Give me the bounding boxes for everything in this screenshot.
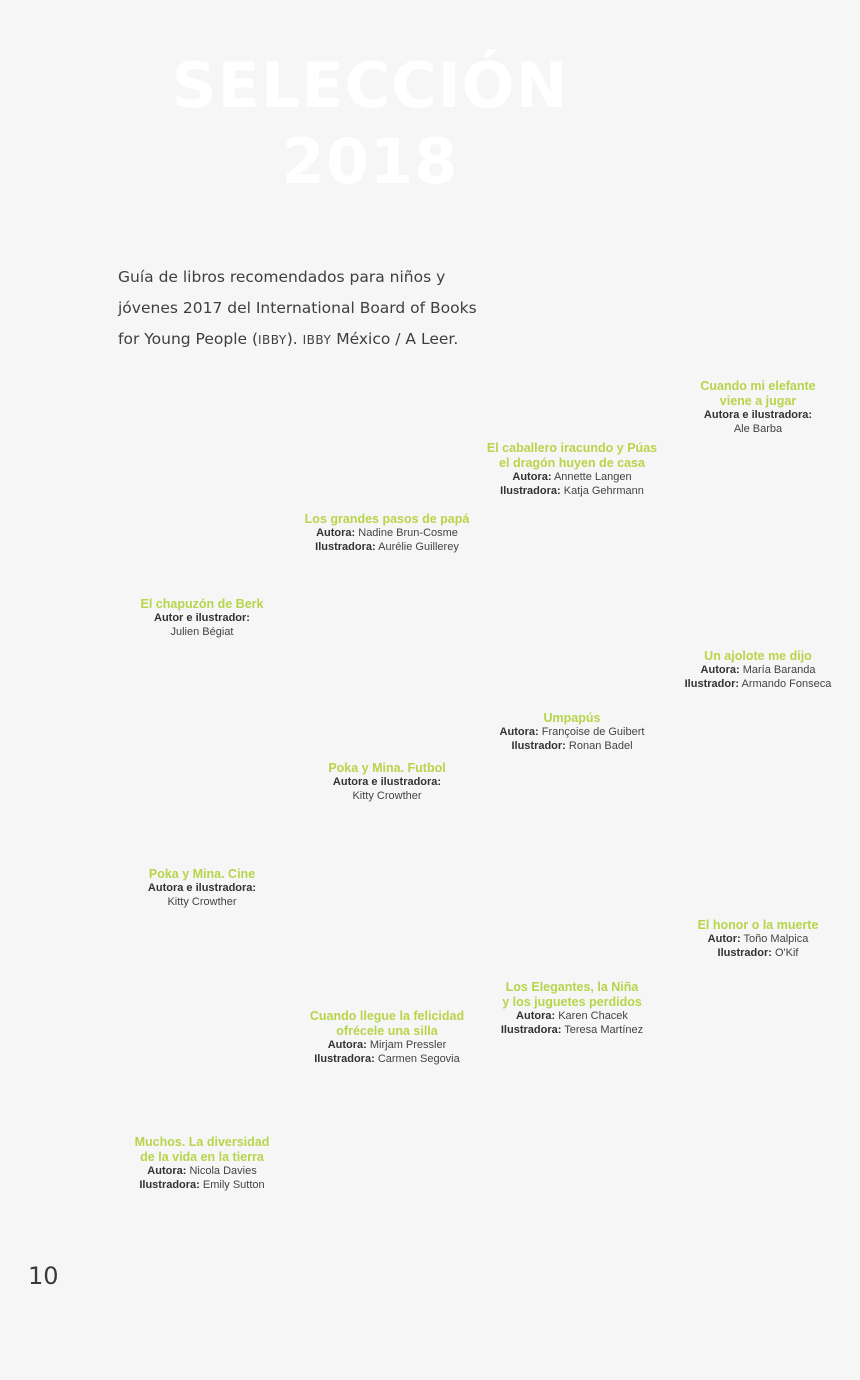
- credit-name: Armando Fonseca: [741, 677, 832, 690]
- credit-name: Ale Barba: [733, 422, 783, 435]
- credit-role: Autora e ilustradora:: [332, 776, 442, 788]
- book-credit: [102, 1165, 302, 1179]
- credit-name: Nadine Brun-Cosme: [358, 527, 458, 539]
- book-entry: [102, 1135, 302, 1192]
- intro-text-2: ).: [286, 330, 303, 348]
- book-title: El caballero iracundo y Púas el dragón huyen de casa: [486, 441, 658, 470]
- book-credit: [658, 933, 858, 947]
- credit-name: Kitty Crowther: [352, 789, 422, 802]
- page-number: 10: [28, 1262, 59, 1290]
- credit-name: Françoise de Guibert: [541, 726, 645, 738]
- credit-role: Autora:: [327, 1039, 367, 1051]
- book-entry: [472, 441, 672, 498]
- credit-name: Nicola Davies: [189, 1165, 257, 1177]
- book-credit: [472, 1024, 672, 1038]
- book-credit: [658, 409, 858, 423]
- book-title: Cuando llegue la felicidad ofrécele una silla: [309, 1009, 465, 1038]
- credit-role: Ilustradora:: [500, 1023, 562, 1036]
- book-title: Cuando mi elefante viene a jugar: [700, 379, 816, 408]
- credit-name: María Baranda: [742, 664, 816, 676]
- book-credit: [92, 612, 312, 626]
- title-line-1: SELECCIÓN: [171, 49, 569, 122]
- credit-role: Autora:: [147, 1165, 187, 1177]
- credit-name: Toño Malpica: [743, 933, 809, 945]
- credit-name: Emily Sutton: [202, 1178, 265, 1191]
- book-credit: [658, 664, 858, 678]
- credit-role: Autora:: [512, 471, 552, 483]
- book-credit: [92, 626, 312, 640]
- book-entry: [92, 867, 312, 909]
- credit-name: O'Kif: [774, 946, 799, 959]
- book-entry: [658, 379, 858, 436]
- book-entry: [277, 761, 497, 803]
- book-credit: [277, 790, 497, 804]
- book-credit: [472, 740, 672, 754]
- book-credit: [658, 423, 858, 437]
- credit-role: Autora:: [316, 527, 356, 539]
- book-title: Un ajolote me dijo: [704, 649, 812, 663]
- book-title: Los grandes pasos de papá: [304, 512, 470, 526]
- intro-text-3: México / A Leer.: [331, 330, 459, 348]
- book-title: Umpapús: [543, 711, 601, 725]
- credit-role: Autora e ilustradora:: [703, 409, 813, 421]
- book-credit: [92, 896, 312, 910]
- book-title: El chapuzón de Berk: [140, 597, 264, 611]
- credit-role: Autor e ilustrador:: [154, 612, 250, 624]
- credit-role: Ilustrador:: [684, 677, 740, 690]
- book-credit: [658, 678, 858, 692]
- credit-name: Annette Langen: [553, 471, 632, 483]
- book-credit: [287, 1053, 487, 1067]
- book-entry: [92, 597, 312, 639]
- credit-role: Ilustrador:: [511, 739, 566, 752]
- book-credit: [472, 485, 672, 499]
- book-credit: [287, 527, 487, 541]
- credit-role: Autora:: [499, 726, 539, 738]
- intro-acronym-1: IBBY: [258, 333, 287, 347]
- book-credit: [472, 1010, 672, 1024]
- book-entry: [472, 711, 672, 753]
- book-credit: [472, 726, 672, 740]
- credit-name: Ronan Badel: [568, 739, 633, 752]
- book-credit: [658, 947, 858, 961]
- credit-name: Katja Gehrmann: [563, 484, 644, 497]
- credit-name: Mirjam Pressler: [369, 1039, 447, 1051]
- credit-name: Aurélie Guillerey: [378, 540, 459, 553]
- credit-role: Autor:: [707, 933, 741, 945]
- book-title: Poka y Mina. Cine: [148, 867, 256, 881]
- credit-role: Autora:: [516, 1010, 556, 1022]
- book-entry: [287, 1009, 487, 1066]
- credit-role: Autora:: [700, 664, 740, 676]
- book-credit: [102, 1179, 302, 1193]
- intro-acronym-2: IBBY: [302, 333, 332, 347]
- credit-name: Karen Chacek: [558, 1010, 628, 1022]
- book-entry: [658, 918, 858, 960]
- book-title: Muchos. La diversidad de la vida en la tierra: [134, 1135, 270, 1164]
- book-entry: [658, 649, 858, 691]
- book-entry: [287, 512, 487, 554]
- credit-role: Ilustradora:: [314, 1052, 375, 1065]
- book-entry: [472, 980, 672, 1037]
- credit-role: Ilustradora:: [315, 540, 376, 553]
- book-credit: [287, 1039, 487, 1053]
- book-title: Los Elegantes, la Niña y los juguetes perdidos: [502, 980, 642, 1009]
- book-credit: [277, 776, 497, 790]
- credit-role: Ilustrador:: [717, 946, 772, 959]
- book-title: Poka y Mina. Futbol: [328, 761, 446, 775]
- book-credit: [92, 882, 312, 896]
- credit-name: Kitty Crowther: [167, 895, 237, 908]
- credit-role: Ilustradora:: [500, 484, 561, 497]
- book-title: El honor o la muerte: [697, 918, 819, 932]
- credit-name: Julien Bégiat: [170, 625, 234, 638]
- book-credit: [287, 541, 487, 555]
- book-credit: [472, 471, 672, 485]
- credit-role: Autora e ilustradora:: [147, 882, 257, 894]
- intro-paragraph: [118, 262, 478, 356]
- credit-name: Carmen Segovia: [377, 1052, 460, 1065]
- title-line-2: 2018: [281, 125, 459, 198]
- credit-name: Teresa Martínez: [564, 1023, 644, 1036]
- credit-role: Ilustradora:: [139, 1178, 200, 1191]
- intro-text-1: Guía de libros recomendados para niños y jóvenes 2017 del International Board of Books for Young People (: [118, 268, 477, 348]
- page-title: [170, 48, 570, 200]
